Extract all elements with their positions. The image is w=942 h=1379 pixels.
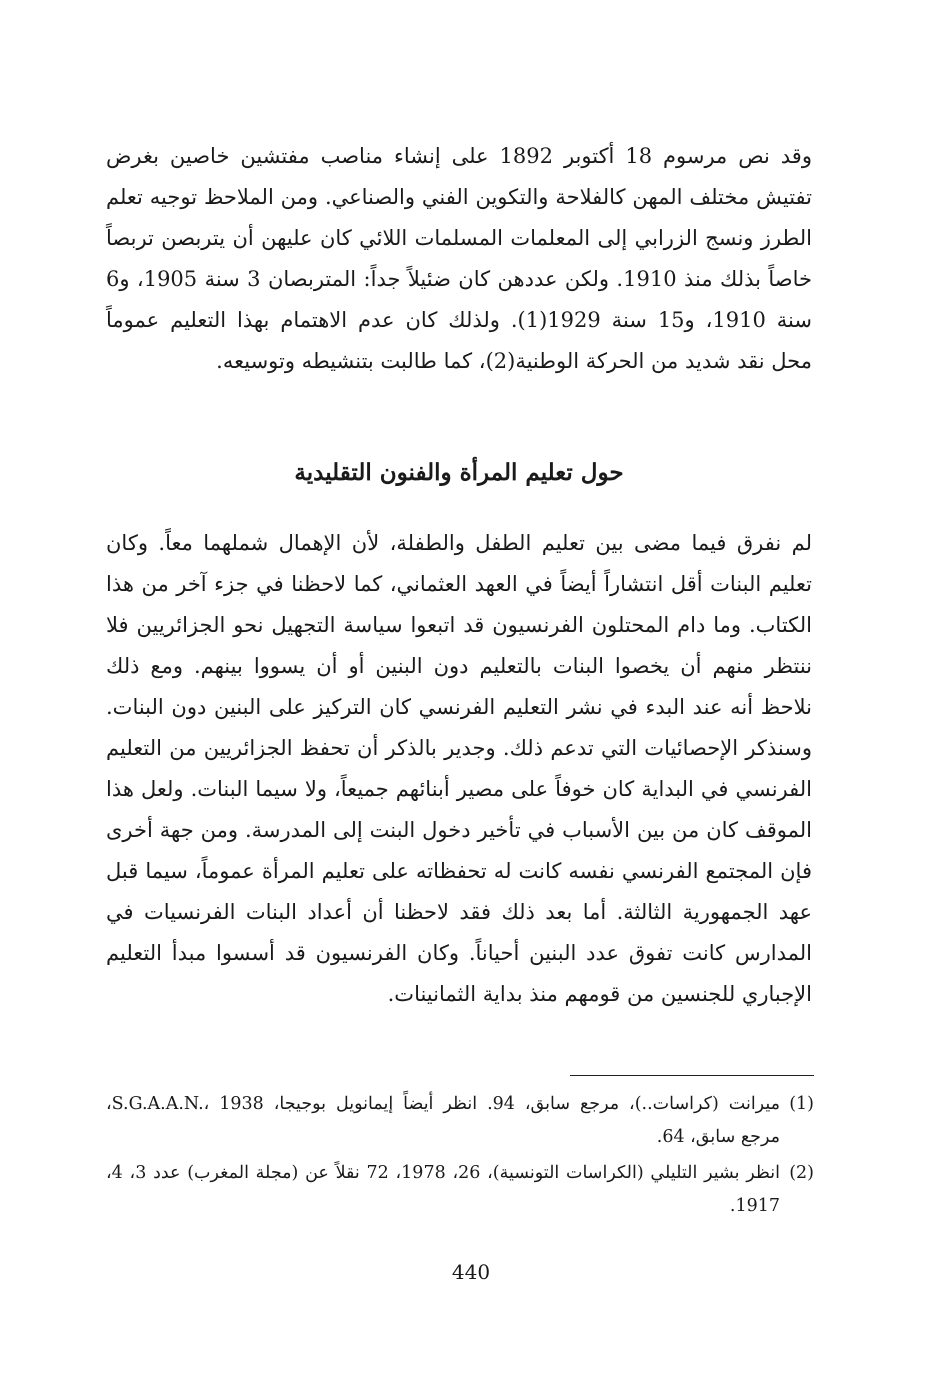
- footnote-number: (2): [789, 1163, 814, 1183]
- footnote-text: انظر بشير التليلي (الكراسات التونسية)، 26، 1978، 72 نقلاً عن (مجلة المغرب) عدد 3، 4، 1917.: [106, 1163, 780, 1216]
- paragraph-text: لم نفرق فيما مضى بين تعليم الطفل والطفلة، لأن الإهمال شملهما معاً. وكان تعليم البنات أقل انتشاراً أيضاً في العهد العثماني، كما لاحظنا في جزء آخر من هذا الكتاب. وما دام المحتلون الفرنسيون قد اتبعوا سياسة التجهيل نحو الجزائريين فلا ننتظر منهم أن يخصوا البنات بالتعليم دون البنين أو أن يسووا بينهم. ومع ذلك نلاحظ أنه عند البدء في نشر التعليم الفرنسي كان التركيز على البنين دون البنات. وسنذكر الإحصائيات التي تدعم ذلك. وجدير بالذكر أن تحفظ الجزائريين من التعليم الفرنسي في البداية كان خوفاً على مصير أبنائهم جميعاً، ولا سيما البنات. ولعل هذا الموقف كان من بين الأسباب في تأخير دخول البنت إلى المدرسة. ومن جهة أخرى فإن المجتمع الفرنسي نفسه كانت له تحفظاته على تعليم المرأة عموماً، سيما قبل عهد الجمهورية الثالثة. أما بعد ذلك فقد لاحظنا أن أعداد البنات الفرنسيات في المدارس كانت تفوق عدد البنين أحياناً. وكان الفرنسيون قد أسسوا مبدأ التعليم الإجباري للجنسين من قومهم منذ بداية الثمانينات.: [106, 531, 812, 1006]
- body-paragraph-2: [106, 523, 812, 1015]
- footnote-number: (1): [789, 1094, 814, 1114]
- page-number: 440: [451, 1260, 491, 1284]
- footnote-divider: [570, 1075, 814, 1076]
- section-heading: حول تعليم المرأة والفنون التقليدية: [294, 459, 624, 486]
- body-paragraph-1: [106, 136, 812, 382]
- footnote-2: [106, 1157, 814, 1223]
- footnotes: [106, 1088, 814, 1226]
- footnote-1: [106, 1088, 814, 1154]
- paragraph-text: وقد نص مرسوم 18 أكتوبر 1892 على إنشاء مناصب مفتشين خاصين بغرض تفتيش مختلف المهن كالفلاحة والتكوين الفني والصناعي. ومن الملاحظ توجيه تعلم الطرز ونسج الزرابي إلى المعلمات المسلمات اللائي كان عليهن أن يتربصن تربصاً خاصاً بذلك منذ 1910. ولكن عددهن كان ضئيلاً جداً: المتربصان 3 سنة 1905، و6 سنة 1910، و15 سنة 1929(1). ولذلك كان عدم الاهتمام بهذا التعليم عموماً محل نقد شديد من الحركة الوطنية(2)، كما طالبت بتنشيطه وتوسيعه.: [106, 144, 812, 373]
- footnote-text: ميرانت (كراسات..)، مرجع سابق، 94. انظر أيضاً إيمانويل بوجيجا، S.G.A.A.N.، 1938، مرجع سابق، 64.: [106, 1094, 780, 1147]
